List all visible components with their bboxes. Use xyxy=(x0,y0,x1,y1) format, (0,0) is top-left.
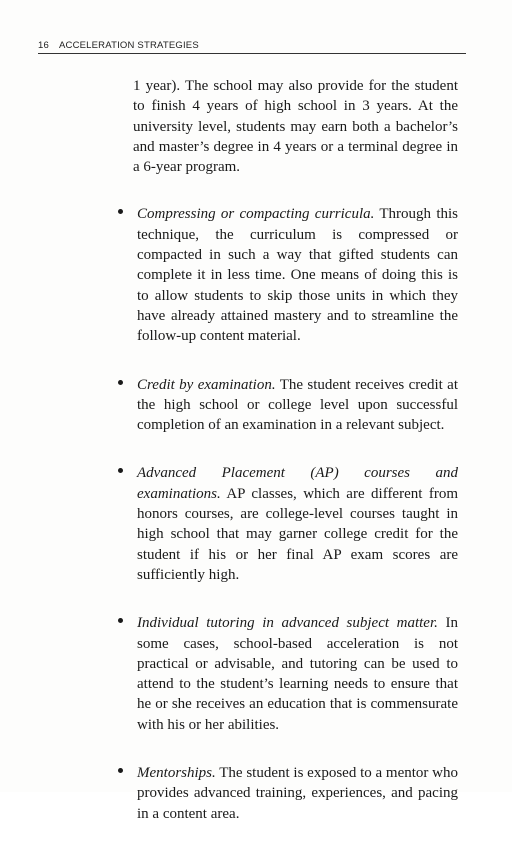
running-title: ACCELERATION STRATEGIES xyxy=(58,39,199,51)
list-item-text: AP classes, which are different from honors courses, are college-level courses taught in high school that may garner college credit for the student if his or her final AP exam scores are sufficiently high. xyxy=(137,485,458,583)
list-item-term: Mentorships. xyxy=(137,765,216,782)
list-item-text: The student is exposed to a mentor who provides advanced training, experiences, and pacing in a content area. xyxy=(137,765,458,822)
page-body xyxy=(118,76,458,852)
list-item-term: Credit by examination. xyxy=(137,376,276,393)
running-header xyxy=(38,37,466,53)
list-item-term: Compressing or compacting curricula. xyxy=(137,206,375,223)
list-item xyxy=(118,204,458,346)
header-rule xyxy=(38,53,466,54)
list-item-text: In some cases, school-based acceleration is not practical or advisable, and tutoring can be used to attend to the student’s learning needs to ensure that he or she receives an education that is commensurate with his or her abilities. xyxy=(137,615,459,733)
continued-paragraph: 1 year). The school may also provide for the student to finish 4 years of high school in 3 years. At the university level, students may earn both a bachelor’s and master’s degree in 4 years or a terminal degree in a 6-year program. xyxy=(133,78,458,176)
bullet-icon xyxy=(118,768,123,773)
list-item-text: Through this technique, the curriculum is compressed or compacted in such a way that gifted students can complete it in less time. One means of doing this is to allow students to skip those units in which they have already attained mastery and to streamline the follow-up content material. xyxy=(137,206,459,345)
bullet-icon xyxy=(118,618,123,623)
bullet-icon xyxy=(118,468,123,473)
acceleration-list xyxy=(118,204,458,823)
bullet-icon xyxy=(118,380,123,385)
page-number: 16 xyxy=(38,39,49,51)
list-item xyxy=(118,375,458,436)
list-item xyxy=(118,463,458,585)
list-item-text: The student receives credit at the high school or college level upon successful completion of an examination in a relevant subject. xyxy=(137,376,458,434)
list-item-term: Advanced Placement (AP) courses and examinations. xyxy=(137,465,458,502)
list-item-term: Individual tutoring in advanced subject matter. xyxy=(137,615,438,632)
list-item xyxy=(118,613,458,735)
bullet-icon xyxy=(118,209,123,214)
list-item xyxy=(118,763,458,824)
